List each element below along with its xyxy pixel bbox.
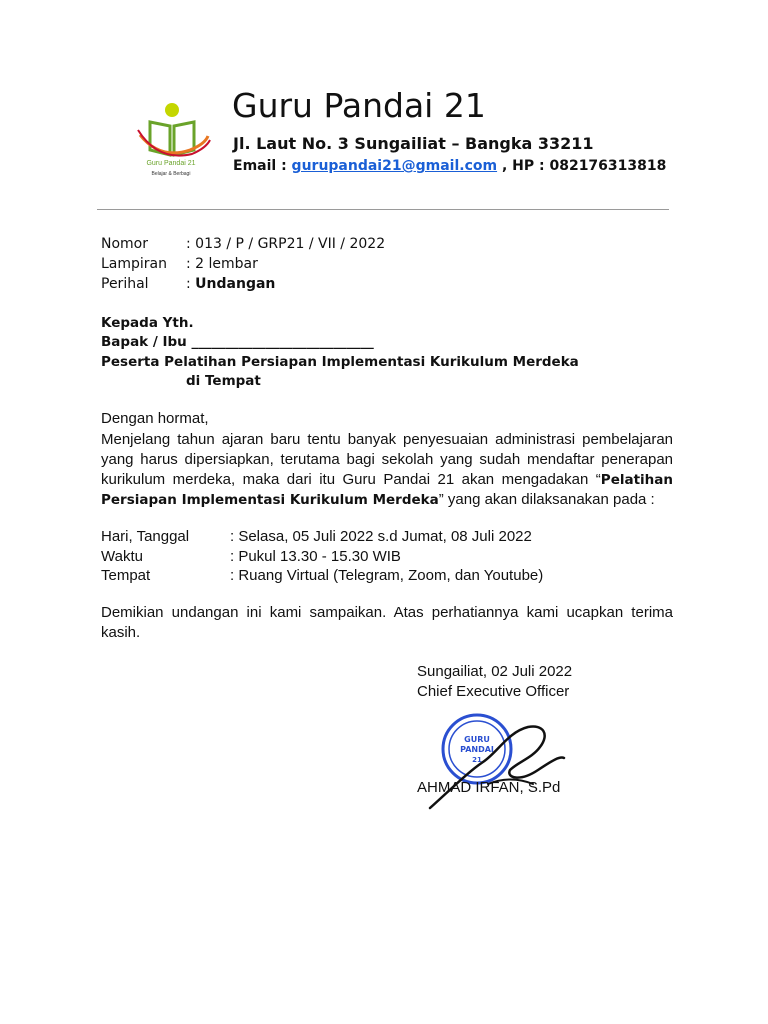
phone-label: , HP : 082176313818 — [501, 158, 667, 174]
recipient-group: Peserta Pelatihan Persiapan Implementasi Kurikulum Merdeka — [101, 354, 579, 370]
handwritten-signature — [428, 712, 568, 812]
signer-name: AHMAD IRFAN, S.Pd — [417, 779, 561, 796]
organization-name: Guru Pandai 21 — [232, 86, 486, 125]
signer-title: Chief Executive Officer — [417, 683, 570, 700]
place-date: Sungailiat, 02 Juli 2022 — [417, 663, 573, 680]
place-value: : Ruang Virtual (Telegram, Zoom, dan Youtube) — [230, 567, 544, 584]
contact-line — [233, 158, 666, 174]
closing-paragraph: Demikian undangan ini kami sampaikan. Atas perhatiannya kami ucapkan terima kasih. — [101, 604, 673, 641]
stamp-text-1: GURU — [464, 735, 490, 744]
place-label: Tempat — [101, 567, 151, 584]
stamp-text-3: 21 — [472, 756, 482, 764]
recipient-location: di Tempat — [186, 373, 261, 389]
date-value: : Selasa, 05 Juli 2022 s.d Jumat, 08 Juli 2022 — [230, 528, 532, 545]
nomor-label: Nomor — [101, 236, 148, 252]
lampiran-value: : 2 lembar — [186, 256, 258, 272]
event-title: Pelatihan Persiapan Implementasi Kurikulum Merdeka — [101, 472, 673, 508]
date-label: Hari, Tanggal — [101, 528, 190, 545]
stamp-text-2: PANDAI — [460, 745, 494, 754]
perihal-colon: : — [186, 276, 196, 292]
logo-tagline: Belajar & Berbagi — [151, 171, 191, 177]
header-divider — [97, 209, 669, 210]
time-label: Waktu — [101, 548, 143, 565]
email-link[interactable]: gurupandai21@gmail.com — [291, 158, 498, 174]
body-text-2: ” yang akan dilaksanakan pada : — [438, 491, 655, 508]
organization-address: Jl. Laut No. 3 Sungailiat – Bangka 33211 — [233, 134, 594, 153]
recipient-name-line: Bapak / Ibu ___________________________ — [101, 334, 374, 350]
lampiran-label: Lampiran — [101, 256, 168, 272]
greeting: Dengan hormat, — [101, 410, 209, 427]
email-label: Email : — [233, 158, 287, 174]
time-value: : Pukul 13.30 - 15.30 WIB — [230, 548, 401, 565]
body-text-1: Menjelang tahun ajaran baru tentu banyak penyesuaian administrasi pembelajaran yang harus dipersiapkan, terutama bagi sekolah yang sudah mendaftar penerapan kurikulum merdeka, maka dari itu Guru Pandai 21 akan mengadakan “ — [101, 431, 673, 488]
nomor-value: : 013 / P / GRP21 / VII / 2022 — [186, 236, 386, 252]
body-paragraph — [101, 430, 673, 510]
perihal-value: Undangan — [195, 276, 276, 292]
perihal-label: Perihal — [101, 276, 149, 292]
perihal-field — [186, 276, 275, 292]
logo-name: Guru Pandai 21 — [146, 160, 196, 167]
recipient-salutation: Kepada Yth. — [101, 315, 194, 331]
